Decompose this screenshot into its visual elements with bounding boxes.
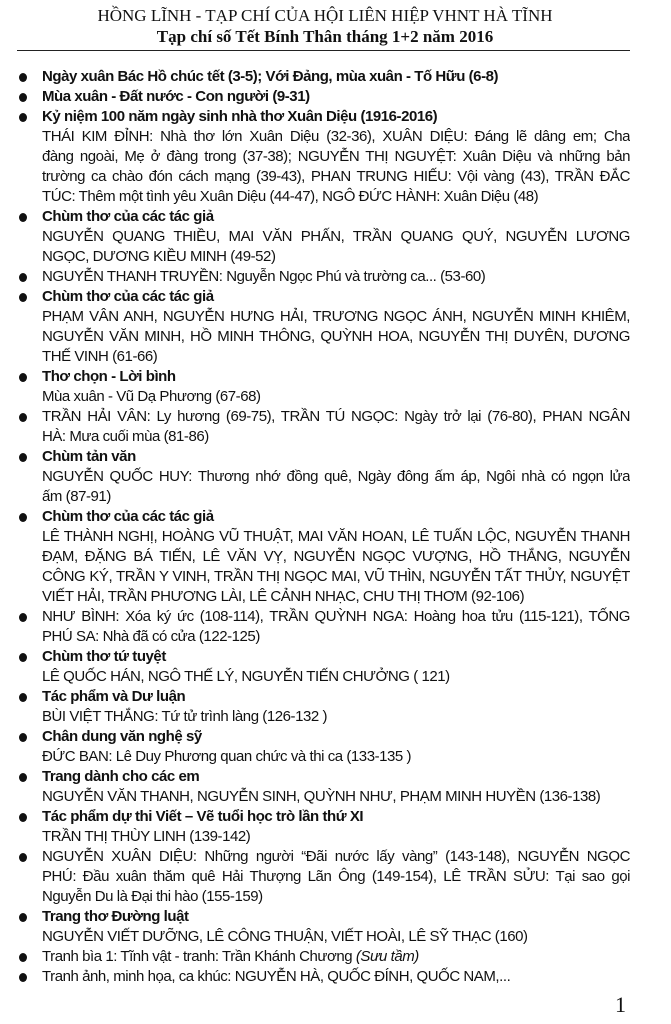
section-title [42, 647, 630, 667]
line-text: TRẦN THỊ THÙY LINH (139-142) [42, 828, 251, 845]
table-of-contents [0, 67, 671, 987]
section-title [42, 367, 630, 387]
line-text: NGUYỄN XUÂN DIỆU: Những người “Đãi nước lấy vàng” (143-148), NGUYỄN NGỌC [42, 848, 630, 865]
toc-entry [0, 647, 671, 687]
line-text: VIẾT HẢI, TRẦN PHƯƠNG LÀI, LÊ CẢNH NHẠC, CHU THỊ THƠM (92-106) [42, 588, 525, 605]
entry-text [42, 787, 630, 807]
toc-entry [0, 207, 671, 267]
line-text: CÔNG KÝ, TRẦN Y VINH, TRẦN THỊ NGỌC MAI, VŨ THÌN, NGUYỄN TẤT THỦY, NGUYỆT [42, 568, 630, 585]
entry-text [42, 927, 630, 947]
line-text: NHƯ BÌNH: Xóa ký ức (108-114), TRẦN QUỲNH NGA: Hoàng hoa tửu (115-121), TỐNG [42, 608, 630, 625]
line-text: ấm (87-91) [42, 488, 111, 505]
toc-entry [0, 507, 671, 607]
entry-text [42, 327, 630, 347]
line-text: PHÚ: Đầu xuân thăm quê Hải Thượng Lãn Ông (149-154), LÊ TRẦN SỬU: Tại sao gọi [42, 868, 630, 885]
line-text: PHẠM VÂN ANH, NGUYỄN HƯNG HẢI, TRƯƠNG NGỌC ÁNH, NGUYỄN MINH KHIÊM, [42, 308, 630, 325]
bullet-icon [19, 93, 27, 102]
line-text: LÊ THÀNH NGHỊ, HOÀNG VŨ THUẬT, MAI VĂN HOAN, LÊ TUẤN LỘC, NGUYỄN THANH [42, 528, 630, 545]
page-number: 1 [615, 992, 626, 1017]
toc-entry [0, 807, 671, 847]
entry-text [42, 707, 630, 727]
line-text: ĐỨC BAN: Lê Duy Phương quan chức và thi ca (133-135 ) [42, 748, 412, 765]
toc-entry [0, 907, 671, 947]
entry-text [42, 487, 630, 507]
section-title [42, 207, 630, 227]
section-title [42, 727, 630, 747]
toc-entry [0, 947, 671, 967]
entry-text [42, 127, 630, 147]
line-text: Tác phẩm dự thi Viết – Vẽ tuổi học trò lần thứ XI [42, 808, 364, 825]
section-title [42, 807, 630, 827]
header-divider [17, 50, 630, 51]
toc-entry [0, 727, 671, 767]
issue-subtitle: Tạp chí số Tết Bính Thân tháng 1+2 năm 2016 [156, 27, 494, 46]
entry-text [42, 247, 630, 267]
line-text: TÚC: Thêm một tình yêu Xuân Diệu (44-47), NGÔ ĐỨC HÀNH: Xuân Diệu (48) [42, 188, 539, 205]
line-text: BÙI VIỆT THẮNG: Tứ tử trình làng (126-132 ) [42, 708, 328, 725]
toc-entry [0, 967, 671, 987]
line-text: Mùa xuân - Đất nước - Con người (9-31) [42, 88, 310, 105]
section-title [42, 687, 630, 707]
line-text: Thơ chọn - Lời bình [42, 368, 176, 385]
line-text: Chùm tản văn [42, 448, 136, 465]
section-title [42, 287, 630, 307]
entry-text [42, 307, 630, 327]
line-text: Kỷ niệm 100 năm ngày sinh nhà thơ Xuân Diệu (1916-2016) [42, 108, 438, 125]
line-text: NGUYỄN QUỐC HUY: Thương nhớ đồng quê, Ngày đông ấm áp, Ngôi nhà có ngọn lửa [42, 468, 630, 485]
line-text: NGUYỄN VĂN THANH, NGUYỄN SINH, QUỲNH NHƯ, PHẠM MINH HUYỀN (136-138) [42, 788, 601, 805]
section-title [42, 907, 630, 927]
line-text: NGỌC, DƯƠNG KIỀU MINH (49-52) [42, 248, 276, 265]
magazine-title: HỒNG LĨNH - TẠP CHÍ CỦA HỘI LIÊN HIỆP VHNT HÀ TĨNH [97, 6, 553, 25]
entry-text [42, 187, 630, 207]
line-text: Tác phẩm và Dư luận [42, 688, 186, 705]
line-text: NGUYỄN VĂN MINH, HỒ MINH THÔNG, QUỲNH HOA, NGUYỄN THỊ DUYÊN, DƯƠNG [42, 328, 630, 345]
entry-text [42, 887, 630, 907]
toc-entry [0, 847, 671, 907]
bullet-icon [19, 953, 27, 962]
bullet-icon [19, 273, 27, 282]
line-text: Trang thơ Đường luật [42, 908, 189, 925]
toc-entry [0, 767, 671, 807]
line-text: THẾ VINH (61-66) [42, 348, 158, 365]
line-text: LÊ QUỐC HÁN, NGÔ THẾ LÝ, NGUYỄN TIẾN CHƯỞNG ( 121) [42, 668, 450, 685]
bullet-icon [19, 113, 27, 122]
entry-text [42, 967, 630, 987]
entry-text [42, 227, 630, 247]
line-text: Mùa xuân - Vũ Dạ Phương (67-68) [42, 388, 261, 405]
entry-text [42, 827, 630, 847]
entry-text [42, 947, 630, 967]
toc-entry [0, 107, 671, 207]
line-text: ĐẠM, ĐẶNG BÁ TIẾN, LÊ VĂN VỴ, NGUYỄN NGỌC VƯỢNG, HỒ THẮNG, NGUYỄN [42, 548, 630, 565]
entry-text [42, 427, 630, 447]
bullet-icon [19, 413, 27, 422]
entry-text [42, 587, 630, 607]
bullet-icon [19, 613, 27, 622]
bullet-icon [19, 453, 27, 462]
line-text: Chùm thơ của các tác giả [42, 288, 214, 305]
entry-text [42, 267, 630, 287]
line-text: Chân dung văn nghệ sỹ [42, 728, 202, 745]
line-text: PHÚ SA: Nhà đã có cửa (122-125) [42, 628, 260, 645]
entry-text [42, 387, 630, 407]
bullet-icon [19, 913, 27, 922]
bullet-icon [19, 513, 27, 522]
line-text: Tranh ảnh, minh họa, ca khúc: NGUYỄN HÀ, QUỐC ĐÍNH, QUỐC NAM,... [42, 968, 511, 985]
line-text: đàng ngoài, Mẹ ở đàng trong (37-38); NGUYỄN THỊ NGUYỆT: Xuân Diệu và những bản [42, 148, 630, 165]
line-text: TRẦN HẢI VÂN: Ly hương (69-75), TRẦN TÚ NGỌC: Ngày trở lại (76-80), PHAN NGÂN [42, 408, 630, 425]
bullet-icon [19, 973, 27, 982]
toc-entry [0, 67, 671, 87]
toc-entry [0, 367, 671, 407]
entry-text [42, 627, 630, 647]
section-title [42, 507, 630, 527]
line-text: NGUYỄN VIẾT DƯỠNG, LÊ CÔNG THUẬN, VIẾT HOÀI, LÊ SỸ THẠC (160) [42, 928, 528, 945]
line-text: HÀ: Mưa cuối mùa (81-86) [42, 428, 209, 445]
entry-text [42, 867, 630, 887]
source-note: (Sưu tầm) [355, 948, 419, 965]
toc-entry [0, 267, 671, 287]
section-title [42, 87, 630, 107]
entry-text [42, 547, 630, 567]
entry-text [42, 147, 630, 167]
toc-entry [0, 687, 671, 727]
line-text: NGUYỄN QUANG THIỀU, MAI VĂN PHẤN, TRẦN QUANG QUÝ, NGUYỄN LƯƠNG [42, 228, 630, 245]
entry-text [42, 567, 630, 587]
section-title [42, 107, 630, 127]
bullet-icon [19, 693, 27, 702]
line-text: Chùm thơ của các tác giả [42, 508, 214, 525]
entry-text [42, 607, 630, 627]
bullet-icon [19, 813, 27, 822]
bullet-icon [19, 653, 27, 662]
bullet-icon [19, 773, 27, 782]
toc-entry [0, 287, 671, 367]
entry-text [42, 747, 630, 767]
bullet-icon [19, 373, 27, 382]
bullet-icon [19, 293, 27, 302]
entry-text [42, 407, 630, 427]
line-text: Ngày xuân Bác Hồ chúc tết (3-5); Với Đảng, mùa xuân - Tố Hữu (6-8) [42, 68, 499, 85]
toc-entry [0, 607, 671, 647]
section-title [42, 67, 630, 87]
bullet-icon [19, 213, 27, 222]
line-text: Chùm thơ tứ tuyệt [42, 648, 166, 665]
section-title [42, 767, 630, 787]
bullet-icon [19, 73, 27, 82]
section-title [42, 447, 630, 467]
bullet-icon [19, 733, 27, 742]
bullet-icon [19, 853, 27, 862]
entry-text [42, 847, 630, 867]
entry-text [42, 467, 630, 487]
toc-entry [0, 447, 671, 507]
line-text: Chùm thơ của các tác giả [42, 208, 214, 225]
toc-entry [0, 407, 671, 447]
toc-entry [0, 87, 671, 107]
line-text: Tranh bìa 1: Tĩnh vật - tranh: Trần Khánh Chương [42, 948, 356, 965]
line-text: THÁI KIM ĐỈNH: Nhà thơ lớn Xuân Diệu (32-36), XUÂN DIỆU: Đáng lẽ dâng em; Cha [42, 128, 630, 145]
line-text: trường ca chào đón cách mạng (39-43), PHAN TRUNG HIẾU: Vội vàng (43), TRẦN ĐẮC [42, 168, 630, 185]
entry-text [42, 667, 630, 687]
entry-text [42, 527, 630, 547]
line-text: Trang dành cho các em [42, 768, 200, 785]
line-text: NGUYỄN THANH TRUYỀN: Nguyễn Ngọc Phú và trường ca... (53-60) [42, 268, 486, 285]
entry-text [42, 347, 630, 367]
line-text: Nguyễn Du là Đại thi hào (155-159) [42, 888, 263, 905]
entry-text [42, 167, 630, 187]
